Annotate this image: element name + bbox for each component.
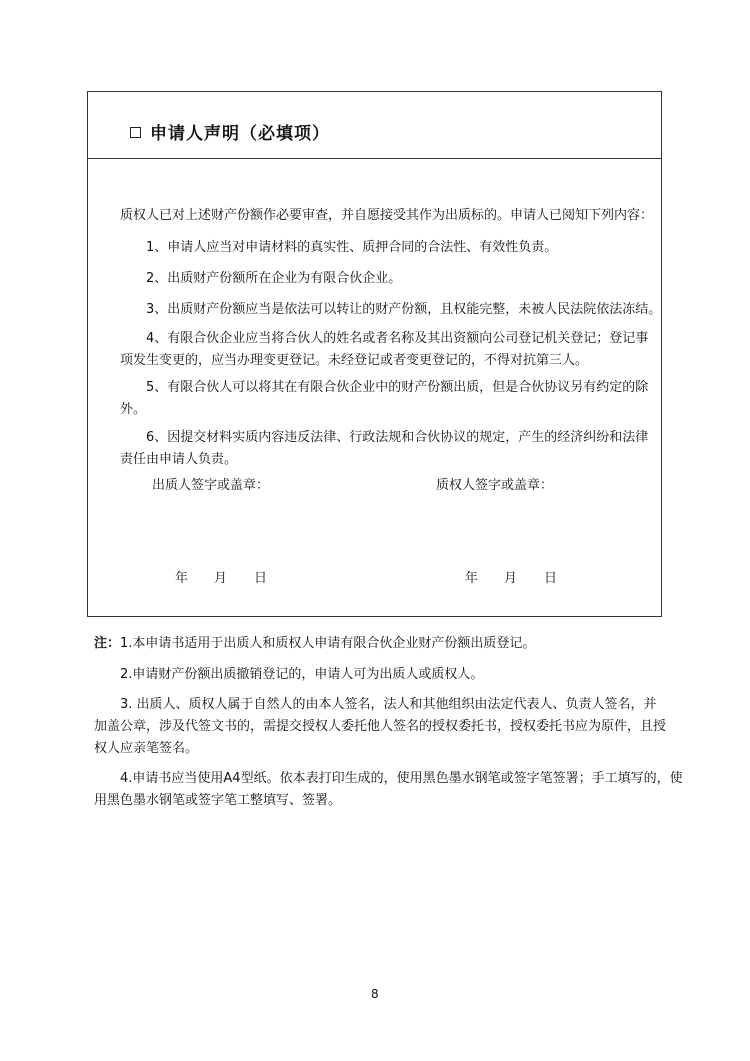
declaration-title: 申请人声明（必填项）: [150, 124, 330, 144]
declaration-item-1: 1、申请人应当对申请材料的真实性、质押合同的合法性、有效性负责。: [146, 240, 558, 255]
notes-label: 注：: [94, 636, 121, 651]
declaration-item-4: 4、有限合伙企业应当将合伙人的姓名或者名称及其出资额向公司登记机关登记；登记事项发生变更的，应当办理变更登记。未经登记或者变更登记的，不得对抗第三人。: [120, 331, 649, 368]
declaration-intro: 质权人已对上述财产份额作必要审查，并自愿接受其作为出质标的。申请人已阅知下列内容：: [120, 208, 654, 223]
note-item-2: 2.申请财产份额出质撤销登记的，申请人可为出质人或质权人。: [120, 667, 484, 682]
declaration-item-5: 5、有限合伙人可以将其在有限合伙企业中的财产份额出质，但是合伙协议另有约定的除外。: [120, 380, 649, 417]
declaration-item-6: 6、因提交材料实质内容违反法律、行政法规和合伙协议的规定，产生的经济纠纷和法律责任由申请人负责。: [120, 430, 649, 467]
pledgor-month-label: 月: [214, 571, 228, 586]
declaration-item-3: 3、出质财产份额应当是依法可以转让的财产份额，且权能完整，未被人民法院依法冻结。: [146, 302, 662, 317]
pledgor-day-label: 日: [254, 571, 268, 586]
pledgee-year-label: 年: [465, 571, 479, 586]
pledgee-signature-label: 质权人签字或盖章：: [436, 478, 554, 493]
page-number: 8: [371, 987, 379, 1001]
declaration-header: [88, 92, 661, 159]
pledgor-year-label: 年: [175, 571, 189, 586]
note-item-3: 3. 出质人、质权人属于自然人的由本人签名，法人和其他组织由法定代表人、负责人签名，并加盖公章，涉及代签文书的，需提交授权人委托他人签名的授权委托书，授权委托书应为原件，且授权人应亲笔签名。: [94, 697, 667, 756]
note-item-4: 4.申请书应当使用A4型纸。依本表打印生成的，使用黑色墨水钢笔或签字笔签署；手工填写的，使用黑色墨水钢笔或签字笔工整填写、签署。: [94, 771, 683, 808]
pledgee-day-label: 日: [544, 571, 558, 586]
required-checkbox-icon[interactable]: [130, 127, 141, 138]
pledgee-month-label: 月: [504, 571, 518, 586]
declaration-item-2: 2、出质财产份额所在企业为有限合伙企业。: [146, 271, 402, 286]
note-item-1: 1.本申请书适用于出质人和质权人申请有限合伙企业财产份额出质登记。: [120, 636, 536, 651]
pledgor-signature-label: 出质人签字或盖章：: [152, 478, 270, 493]
